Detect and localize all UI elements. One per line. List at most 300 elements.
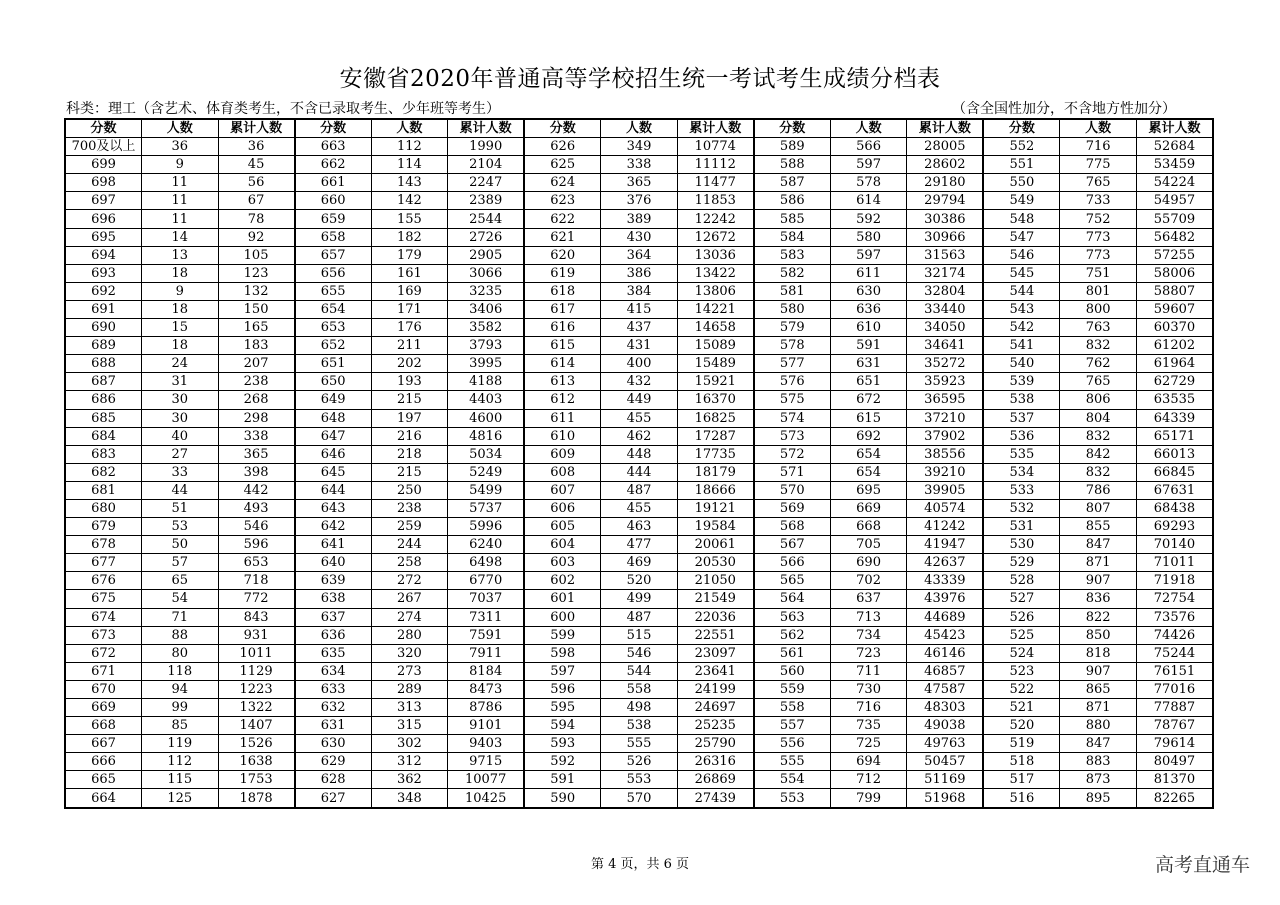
table-cell: 1638 — [218, 753, 295, 771]
table-cell: 12672 — [677, 228, 754, 246]
table-cell: 362 — [371, 771, 448, 789]
table-cell: 636 — [830, 300, 907, 318]
table-cell: 557 — [754, 717, 831, 735]
table-cell: 668 — [65, 717, 142, 735]
table-cell: 645 — [295, 463, 372, 481]
table-cell: 634 — [295, 662, 372, 680]
table-cell: 67631 — [1136, 481, 1213, 499]
table-cell: 534 — [983, 463, 1060, 481]
table-cell: 644 — [295, 481, 372, 499]
table-cell: 676 — [65, 572, 142, 590]
table-cell: 723 — [830, 644, 907, 662]
column-header: 人数 — [830, 119, 907, 138]
table-cell: 49763 — [907, 735, 984, 753]
table-cell: 365 — [218, 445, 295, 463]
table-cell: 338 — [601, 156, 678, 174]
table-cell: 8786 — [448, 699, 525, 717]
table-cell: 155 — [371, 210, 448, 228]
table-cell: 570 — [754, 481, 831, 499]
table-cell: 250 — [371, 481, 448, 499]
table-cell: 53459 — [1136, 156, 1213, 174]
table-cell: 7591 — [448, 626, 525, 644]
table-cell: 570 — [601, 789, 678, 808]
table-cell: 65 — [142, 572, 219, 590]
table-cell: 629 — [295, 753, 372, 771]
table-cell: 437 — [601, 319, 678, 337]
table-cell: 581 — [754, 282, 831, 300]
table-cell: 525 — [983, 626, 1060, 644]
table-cell: 66013 — [1136, 445, 1213, 463]
table-cell: 670 — [65, 680, 142, 698]
table-cell: 536 — [983, 427, 1060, 445]
table-cell: 2905 — [448, 246, 525, 264]
table-cell: 773 — [1060, 228, 1137, 246]
table-cell: 596 — [524, 680, 601, 698]
table-cell: 931 — [218, 626, 295, 644]
table-cell: 47587 — [907, 680, 984, 698]
table-cell: 455 — [601, 409, 678, 427]
table-cell: 543 — [983, 300, 1060, 318]
table-cell: 30 — [142, 391, 219, 409]
table-cell: 94 — [142, 680, 219, 698]
table-cell: 606 — [524, 499, 601, 517]
table-cell: 558 — [601, 680, 678, 698]
table-cell: 842 — [1060, 445, 1137, 463]
table-cell: 696 — [65, 210, 142, 228]
table-cell: 92 — [218, 228, 295, 246]
table-cell: 772 — [218, 590, 295, 608]
table-cell: 871 — [1060, 699, 1137, 717]
table-cell: 535 — [983, 445, 1060, 463]
table-cell: 697 — [65, 192, 142, 210]
table-cell: 449 — [601, 391, 678, 409]
table-cell: 430 — [601, 228, 678, 246]
table-cell: 302 — [371, 735, 448, 753]
table-cell: 179 — [371, 246, 448, 264]
table-cell: 602 — [524, 572, 601, 590]
table-cell: 832 — [1060, 427, 1137, 445]
table-row — [65, 192, 1213, 210]
table-cell: 577 — [754, 355, 831, 373]
table-cell: 1129 — [218, 662, 295, 680]
table-cell: 625 — [524, 156, 601, 174]
table-cell: 238 — [218, 373, 295, 391]
table-cell: 114 — [371, 156, 448, 174]
table-row — [65, 300, 1213, 318]
table-cell: 546 — [601, 644, 678, 662]
table-cell: 674 — [65, 608, 142, 626]
table-cell: 700及以上 — [65, 138, 142, 156]
table-cell: 601 — [524, 590, 601, 608]
table-cell: 615 — [524, 337, 601, 355]
table-cell: 526 — [601, 753, 678, 771]
table-cell: 693 — [65, 264, 142, 282]
table-cell: 637 — [295, 608, 372, 626]
table-cell: 487 — [601, 481, 678, 499]
table-cell: 50457 — [907, 753, 984, 771]
table-cell: 683 — [65, 445, 142, 463]
table-cell: 5034 — [448, 445, 525, 463]
table-cell: 576 — [754, 373, 831, 391]
table-cell: 775 — [1060, 156, 1137, 174]
table-row — [65, 717, 1213, 735]
table-cell: 15489 — [677, 355, 754, 373]
table-cell: 907 — [1060, 662, 1137, 680]
table-cell: 8473 — [448, 680, 525, 698]
table-cell: 604 — [524, 536, 601, 554]
table-cell: 865 — [1060, 680, 1137, 698]
table-cell: 28005 — [907, 138, 984, 156]
table-cell: 672 — [830, 391, 907, 409]
table-cell: 15089 — [677, 337, 754, 355]
table-cell: 30966 — [907, 228, 984, 246]
table-cell: 588 — [754, 156, 831, 174]
table-cell: 836 — [1060, 590, 1137, 608]
table-cell: 35272 — [907, 355, 984, 373]
table-cell: 716 — [830, 699, 907, 717]
table-cell: 274 — [371, 608, 448, 626]
table-cell: 150 — [218, 300, 295, 318]
table-cell: 280 — [371, 626, 448, 644]
table-cell: 689 — [65, 337, 142, 355]
table-cell: 574 — [754, 409, 831, 427]
table-row — [65, 572, 1213, 590]
table-cell: 33440 — [907, 300, 984, 318]
column-header: 累计人数 — [1136, 119, 1213, 138]
column-header: 分数 — [65, 119, 142, 138]
table-cell: 9101 — [448, 717, 525, 735]
table-cell: 2104 — [448, 156, 525, 174]
table-cell: 786 — [1060, 481, 1137, 499]
table-cell: 541 — [983, 337, 1060, 355]
column-header: 人数 — [1060, 119, 1137, 138]
table-cell: 677 — [65, 554, 142, 572]
table-body — [65, 138, 1213, 808]
table-row — [65, 210, 1213, 228]
table-cell: 20061 — [677, 536, 754, 554]
table-cell: 682 — [65, 463, 142, 481]
table-cell: 579 — [754, 319, 831, 337]
table-cell: 2726 — [448, 228, 525, 246]
table-cell: 9 — [142, 156, 219, 174]
table-cell: 589 — [754, 138, 831, 156]
table-cell: 415 — [601, 300, 678, 318]
table-cell: 692 — [65, 282, 142, 300]
table-cell: 565 — [754, 572, 831, 590]
table-cell: 30386 — [907, 210, 984, 228]
table-row — [65, 156, 1213, 174]
table-cell: 73576 — [1136, 608, 1213, 626]
table-row — [65, 626, 1213, 644]
table-cell: 800 — [1060, 300, 1137, 318]
table-cell: 665 — [65, 771, 142, 789]
table-cell: 3066 — [448, 264, 525, 282]
table-cell: 763 — [1060, 319, 1137, 337]
table-cell: 6240 — [448, 536, 525, 554]
table-cell: 5996 — [448, 518, 525, 536]
table-cell: 667 — [65, 735, 142, 753]
table-cell: 661 — [295, 174, 372, 192]
table-cell: 4816 — [448, 427, 525, 445]
table-cell: 171 — [371, 300, 448, 318]
table-cell: 575 — [754, 391, 831, 409]
table-cell: 855 — [1060, 518, 1137, 536]
table-cell: 54957 — [1136, 192, 1213, 210]
table-cell: 80 — [142, 644, 219, 662]
table-cell: 34050 — [907, 319, 984, 337]
table-cell: 597 — [524, 662, 601, 680]
table-cell: 15921 — [677, 373, 754, 391]
table-cell: 14 — [142, 228, 219, 246]
table-row — [65, 735, 1213, 753]
table-cell: 617 — [524, 300, 601, 318]
table-cell: 822 — [1060, 608, 1137, 626]
table-cell: 469 — [601, 554, 678, 572]
table-cell: 690 — [65, 319, 142, 337]
table-cell: 18 — [142, 264, 219, 282]
table-cell: 21050 — [677, 572, 754, 590]
table-cell: 635 — [295, 644, 372, 662]
table-cell: 659 — [295, 210, 372, 228]
table-cell: 216 — [371, 427, 448, 445]
table-cell: 873 — [1060, 771, 1137, 789]
table-cell: 614 — [524, 355, 601, 373]
table-cell: 518 — [983, 753, 1060, 771]
table-cell: 592 — [830, 210, 907, 228]
table-cell: 636 — [295, 626, 372, 644]
column-header: 分数 — [524, 119, 601, 138]
table-cell: 29794 — [907, 192, 984, 210]
table-cell: 20530 — [677, 554, 754, 572]
table-cell: 657 — [295, 246, 372, 264]
table-cell: 584 — [754, 228, 831, 246]
table-cell: 654 — [830, 445, 907, 463]
table-cell: 4600 — [448, 409, 525, 427]
table-cell: 14658 — [677, 319, 754, 337]
table-cell: 312 — [371, 753, 448, 771]
table-cell: 207 — [218, 355, 295, 373]
table-cell: 620 — [524, 246, 601, 264]
table-cell: 298 — [218, 409, 295, 427]
table-cell: 51968 — [907, 789, 984, 808]
table-cell: 211 — [371, 337, 448, 355]
table-cell: 654 — [295, 300, 372, 318]
table-cell: 81370 — [1136, 771, 1213, 789]
table-cell: 568 — [754, 518, 831, 536]
table-cell: 18 — [142, 300, 219, 318]
table-cell: 630 — [295, 735, 372, 753]
table-cell: 633 — [295, 680, 372, 698]
table-cell: 23641 — [677, 662, 754, 680]
table-cell: 27439 — [677, 789, 754, 808]
table-cell: 272 — [371, 572, 448, 590]
table-cell: 618 — [524, 282, 601, 300]
table-cell: 142 — [371, 192, 448, 210]
table-cell: 60370 — [1136, 319, 1213, 337]
table-row — [65, 337, 1213, 355]
table-cell: 653 — [295, 319, 372, 337]
table-cell: 530 — [983, 536, 1060, 554]
table-cell: 592 — [524, 753, 601, 771]
table-cell: 572 — [754, 445, 831, 463]
table-cell: 843 — [218, 608, 295, 626]
table-cell: 448 — [601, 445, 678, 463]
table-cell: 61964 — [1136, 355, 1213, 373]
table-cell: 80497 — [1136, 753, 1213, 771]
table-cell: 595 — [524, 699, 601, 717]
table-cell: 666 — [65, 753, 142, 771]
table-cell: 44 — [142, 481, 219, 499]
table-row — [65, 174, 1213, 192]
table-cell: 523 — [983, 662, 1060, 680]
table-cell: 118 — [142, 662, 219, 680]
table-cell: 5499 — [448, 481, 525, 499]
table-row — [65, 590, 1213, 608]
table-cell: 31563 — [907, 246, 984, 264]
table-cell: 376 — [601, 192, 678, 210]
table-cell: 624 — [524, 174, 601, 192]
table-cell: 38556 — [907, 445, 984, 463]
table-row — [65, 409, 1213, 427]
table-cell: 649 — [295, 391, 372, 409]
table-cell: 532 — [983, 499, 1060, 517]
table-cell: 716 — [1060, 138, 1137, 156]
table-cell: 364 — [601, 246, 678, 264]
table-cell: 11 — [142, 192, 219, 210]
table-cell: 605 — [524, 518, 601, 536]
table-cell: 71918 — [1136, 572, 1213, 590]
table-cell: 487 — [601, 608, 678, 626]
table-cell: 54224 — [1136, 174, 1213, 192]
table-cell: 695 — [65, 228, 142, 246]
table-row — [65, 644, 1213, 662]
table-cell: 655 — [295, 282, 372, 300]
table-cell: 664 — [65, 789, 142, 808]
table-cell: 40 — [142, 427, 219, 445]
table-cell: 524 — [983, 644, 1060, 662]
table-cell: 632 — [295, 699, 372, 717]
table-cell: 694 — [830, 753, 907, 771]
table-cell: 765 — [1060, 373, 1137, 391]
table-cell: 161 — [371, 264, 448, 282]
table-cell: 267 — [371, 590, 448, 608]
table-cell: 7037 — [448, 590, 525, 608]
table-cell: 39210 — [907, 463, 984, 481]
table-cell: 544 — [983, 282, 1060, 300]
table-cell: 29180 — [907, 174, 984, 192]
table-cell: 804 — [1060, 409, 1137, 427]
table-cell: 807 — [1060, 499, 1137, 517]
table-cell: 669 — [830, 499, 907, 517]
table-cell: 2389 — [448, 192, 525, 210]
table-cell: 70140 — [1136, 536, 1213, 554]
table-cell: 801 — [1060, 282, 1137, 300]
table-cell: 516 — [983, 789, 1060, 808]
table-cell: 18666 — [677, 481, 754, 499]
table-cell: 30 — [142, 409, 219, 427]
table-cell: 24697 — [677, 699, 754, 717]
table-cell: 515 — [601, 626, 678, 644]
table-cell: 637 — [830, 590, 907, 608]
table-row — [65, 753, 1213, 771]
table-cell: 1322 — [218, 699, 295, 717]
table-cell: 527 — [983, 590, 1060, 608]
table-cell: 39905 — [907, 481, 984, 499]
table-cell: 558 — [754, 699, 831, 717]
table-cell: 3406 — [448, 300, 525, 318]
table-cell: 751 — [1060, 264, 1137, 282]
table-cell: 54 — [142, 590, 219, 608]
table-cell: 112 — [142, 753, 219, 771]
column-header: 累计人数 — [907, 119, 984, 138]
table-cell: 52684 — [1136, 138, 1213, 156]
table-cell: 627 — [295, 789, 372, 808]
table-cell: 612 — [524, 391, 601, 409]
table-cell: 571 — [754, 463, 831, 481]
table-cell: 658 — [295, 228, 372, 246]
table-cell: 686 — [65, 391, 142, 409]
table-cell: 598 — [524, 644, 601, 662]
table-cell: 9 — [142, 282, 219, 300]
table-cell: 462 — [601, 427, 678, 445]
table-cell: 258 — [371, 554, 448, 572]
table-cell: 561 — [754, 644, 831, 662]
table-cell: 531 — [983, 518, 1060, 536]
table-row — [65, 554, 1213, 572]
table-cell: 528 — [983, 572, 1060, 590]
table-cell: 43976 — [907, 590, 984, 608]
table-cell: 818 — [1060, 644, 1137, 662]
table-cell: 88 — [142, 626, 219, 644]
table-cell: 694 — [65, 246, 142, 264]
table-cell: 540 — [983, 355, 1060, 373]
table-cell: 2247 — [448, 174, 525, 192]
table-cell: 11477 — [677, 174, 754, 192]
table-cell: 432 — [601, 373, 678, 391]
table-cell: 42637 — [907, 554, 984, 572]
table-cell: 10077 — [448, 771, 525, 789]
table-cell: 36595 — [907, 391, 984, 409]
table-cell: 244 — [371, 536, 448, 554]
table-cell: 539 — [983, 373, 1060, 391]
table-cell: 431 — [601, 337, 678, 355]
table-cell: 669 — [65, 699, 142, 717]
table-cell: 544 — [601, 662, 678, 680]
table-cell: 14221 — [677, 300, 754, 318]
table-cell: 1223 — [218, 680, 295, 698]
table-cell: 735 — [830, 717, 907, 735]
table-row — [65, 518, 1213, 536]
table-cell: 610 — [830, 319, 907, 337]
table-cell: 3995 — [448, 355, 525, 373]
table-cell: 832 — [1060, 337, 1137, 355]
table-cell: 25790 — [677, 735, 754, 753]
table-cell: 611 — [524, 409, 601, 427]
table-cell: 580 — [830, 228, 907, 246]
table-cell: 9715 — [448, 753, 525, 771]
table-cell: 621 — [524, 228, 601, 246]
table-cell: 71011 — [1136, 554, 1213, 572]
table-cell: 499 — [601, 590, 678, 608]
table-cell: 526 — [983, 608, 1060, 626]
table-cell: 455 — [601, 499, 678, 517]
table-cell: 493 — [218, 499, 295, 517]
table-cell: 517 — [983, 771, 1060, 789]
table-cell: 238 — [371, 499, 448, 517]
table-cell: 564 — [754, 590, 831, 608]
table-cell: 673 — [65, 626, 142, 644]
table-cell: 99 — [142, 699, 219, 717]
